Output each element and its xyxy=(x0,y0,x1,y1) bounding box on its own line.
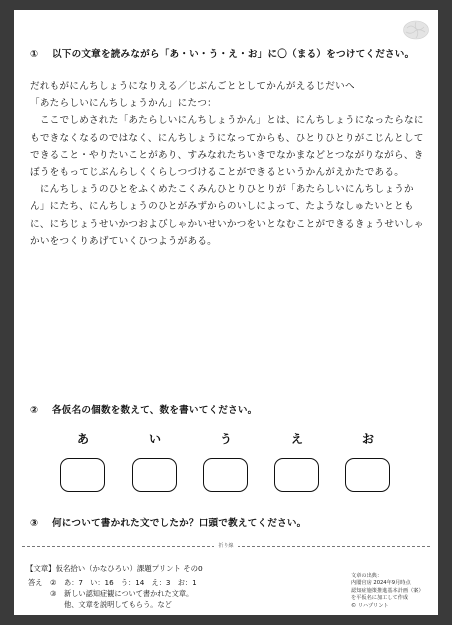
answer-3-line-1: 新しい認知症観について書かれた文章。 xyxy=(64,589,194,598)
answer-3-number: ③ xyxy=(50,589,57,598)
footer-title: 【文章】仮名拾い（かなひろい）課題プリント その0 xyxy=(26,564,203,573)
question-1-text: 以下の文章を読みながら「あ・い・う・え・お」に〇（まる）をつけてください。 xyxy=(52,49,415,60)
count-box-i[interactable] xyxy=(132,458,177,492)
source-line: 文章の出典： xyxy=(351,573,383,579)
source-line: 内閣官房 2024年9月時点 xyxy=(351,580,411,587)
source-line: 認知症施策推進基本計画（案） xyxy=(351,587,424,594)
answer-3-line-2: 他、文章を説明してもらう。など xyxy=(64,600,172,609)
count-box-o[interactable] xyxy=(345,458,390,492)
question-2-number: ② xyxy=(30,405,39,416)
question-2-text: 各仮名の個数を数えて、数を書いてください。 xyxy=(52,405,258,416)
copyright: © リハプリント xyxy=(351,602,389,609)
question-2 xyxy=(30,402,257,416)
answer-2-number: ② xyxy=(50,578,57,587)
passage-line-1: だれもがにんちしょうになりえる／じぶんごととしてかんがえるじだいへ xyxy=(30,81,355,92)
kana-label-i: い xyxy=(148,432,161,446)
fold-label: 折り線 xyxy=(14,542,438,549)
question-1 xyxy=(30,46,414,60)
passage-paragraph-2: にんちしょうのひとをふくめたこくみんひとりひとりが「あたらしいにんちしょうかん」にたち、にんちしょうのひとがみずからのいしによって、たようなしゅたいとともに、にちじょうせいかつおよびしゃかいせいかつをいとなむことができるきょうせいしゃかいをつくりあげていくひつようがある。 xyxy=(30,184,424,247)
kana-label-u: う xyxy=(219,432,232,446)
kana-label-o: お xyxy=(361,432,374,446)
count-box-a[interactable] xyxy=(60,458,105,492)
answers-label: 答え xyxy=(28,578,43,587)
worksheet-page xyxy=(14,10,438,615)
kana-count-row xyxy=(58,430,398,502)
count-box-u[interactable] xyxy=(203,458,248,492)
brain-logo-icon xyxy=(402,19,430,41)
kana-label-a: あ xyxy=(76,432,89,446)
source-line: を平仮名に加工して作成 xyxy=(351,595,409,602)
count-box-e[interactable] xyxy=(274,458,319,492)
passage-line-2: 「あたらしいにんちしょうかん」にたつ： xyxy=(30,98,218,110)
answer-2-text: あ：7 い：16 う：14 え：3 お：1 xyxy=(64,578,197,587)
question-1-number: ① xyxy=(30,49,39,60)
question-3-text: 何について書かれた文でしたか？口頭で教えてください。 xyxy=(52,518,307,529)
question-3 xyxy=(30,515,306,529)
kana-label-e: え xyxy=(290,432,303,446)
passage-paragraph-1: ここでしめされた「あたらしいにんちしょうかん」とは、にんちしょうになったらなにもできなくなるのではなく、にんちしょうになってからも、ひとりひとりがこじんとしてできること・やりたいことがあり、すみなれたちいきでなかまなどとつながりながら、きぼうをもってじぶんらしくくらしつづけることができるというかんがえかたである。 xyxy=(30,115,424,179)
passage xyxy=(30,78,426,250)
question-3-number: ③ xyxy=(30,518,39,529)
source-credit xyxy=(351,573,424,610)
